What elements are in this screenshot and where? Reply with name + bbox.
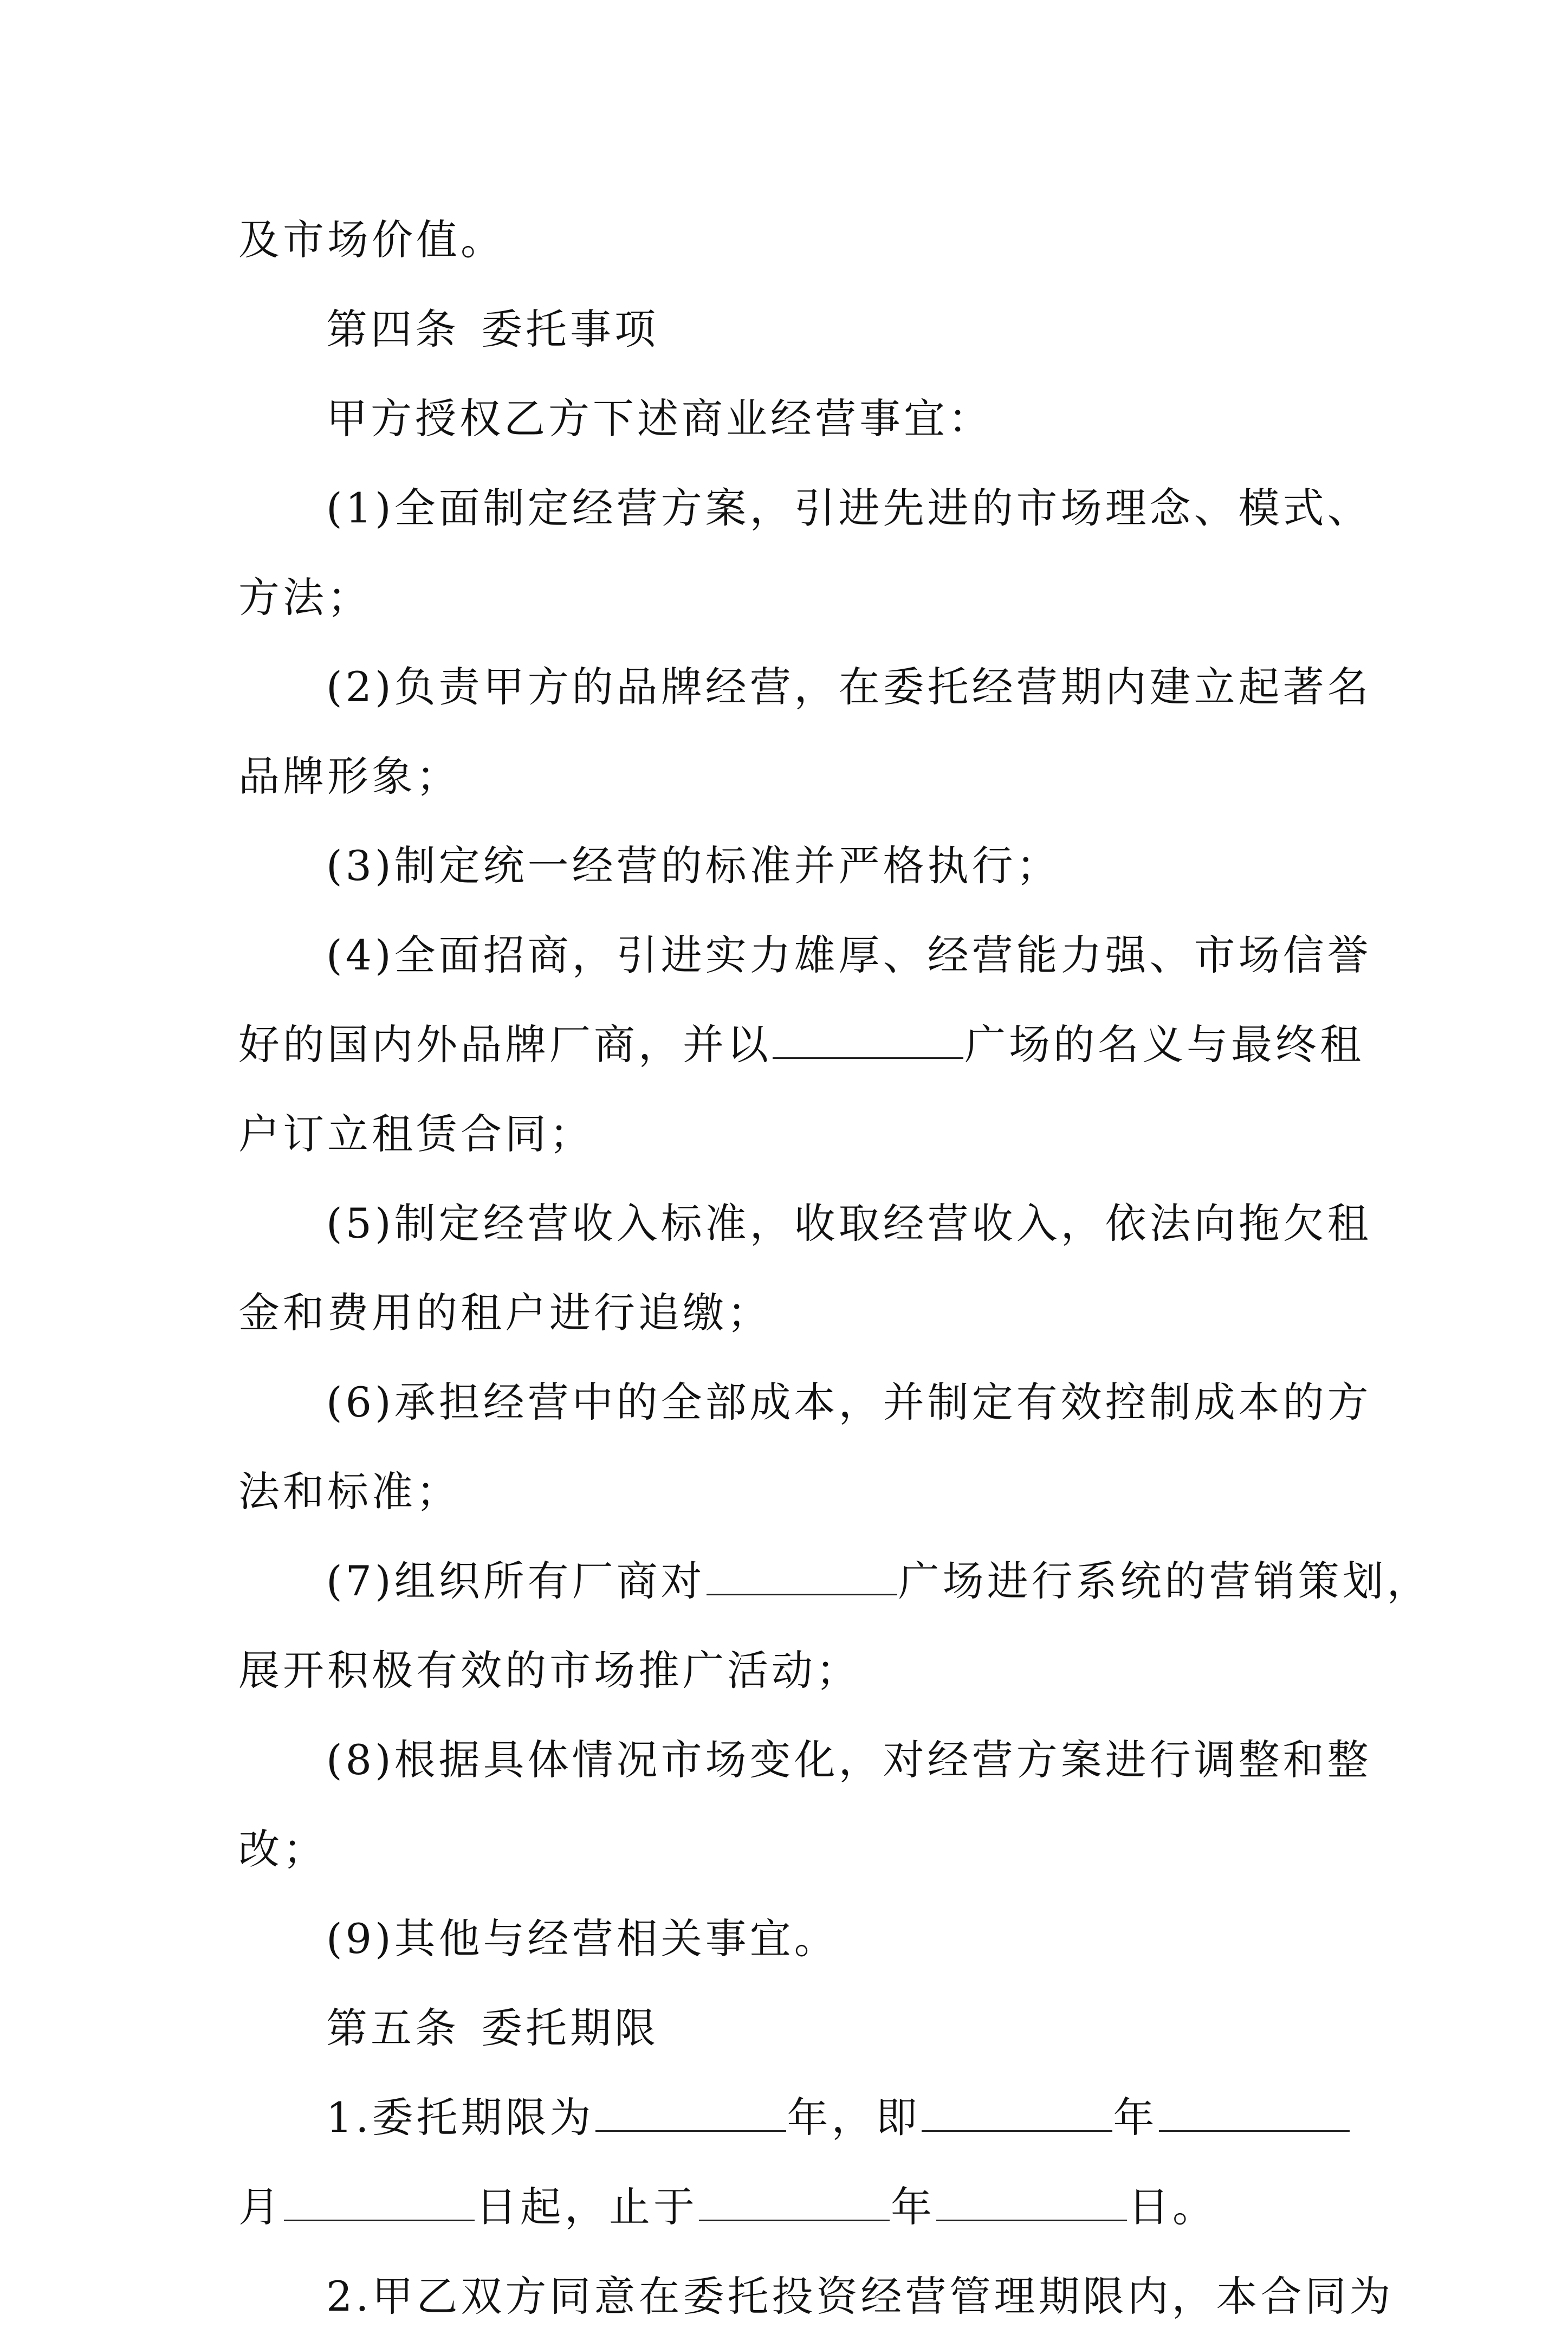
continuation-line: [238, 1000, 1364, 1089]
blank-field[interactable]: [922, 2130, 1112, 2132]
text-segment: 好的国内外品牌厂商，并以: [238, 1020, 772, 1069]
text-segment: 年: [1113, 2093, 1158, 2142]
continuation-line: [238, 1447, 1333, 1536]
text-segment: (5)制定经营收入标准，收取经营收入，依法向拖欠租: [326, 1199, 1372, 1247]
text-segment: 月: [238, 2183, 283, 2231]
text-segment: (2)负责甲方的品牌经营，在委托经营期内建立起著名: [326, 663, 1372, 711]
continuation-line: [238, 195, 1333, 284]
paragraph-line: [238, 642, 1372, 732]
paragraph-line: [238, 374, 1333, 463]
paragraph-line: [238, 1357, 1372, 1447]
article-number: 第五条: [326, 2004, 459, 2052]
article-number: 第四条: [326, 305, 459, 353]
text-segment: 日。: [1128, 2183, 1217, 2231]
text-segment: 日起，止于: [476, 2183, 698, 2231]
continuation-line: [238, 1268, 1333, 1357]
text-segment: 品牌形象；: [238, 752, 461, 800]
text-segment: (8)根据具体情况市场变化，对经营方案进行调整和整: [326, 1736, 1372, 1784]
paragraph-line: [238, 1715, 1372, 1805]
text-segment: (6)承担经营中的全部成本，并制定有效控制成本的方: [326, 1378, 1372, 1426]
text-segment: 户订立租赁合同；: [238, 1110, 594, 1158]
text-segment: 1.委托期限为: [326, 2093, 594, 2142]
text-segment: 广场进行系统的营销策划，: [898, 1557, 1431, 1605]
continuation-line: [238, 553, 1333, 642]
blank-field[interactable]: [699, 2219, 890, 2221]
text-segment: 改；: [238, 1825, 327, 1873]
text-segment: (3)制定统一经营的标准并严格执行；: [326, 842, 1061, 890]
blank-field[interactable]: [284, 2219, 475, 2221]
text-segment: 方法；: [238, 573, 372, 622]
blank-field[interactable]: [773, 1057, 963, 1059]
text-segment: (4)全面招商，引进实力雄厚、经营能力强、市场信誉: [326, 931, 1372, 979]
paragraph-line: [238, 1894, 1333, 1983]
document-body: [238, 195, 1431, 2341]
continuation-line: [238, 732, 1333, 821]
article-title: 委托事项: [481, 305, 659, 353]
text-segment: 展开积极有效的市场推广活动；: [238, 1646, 860, 1695]
article-heading: [238, 1983, 1333, 2073]
continuation-line: [238, 1805, 1333, 1894]
paragraph-line: [238, 2252, 1394, 2341]
paragraph-line: [238, 910, 1372, 1000]
continuation-line: [238, 1626, 1333, 1715]
text-segment: 金和费用的租户进行追缴；: [238, 1289, 772, 1337]
text-segment: (1)全面制定经营方案，引进先进的市场理念、模式、: [326, 484, 1372, 532]
text-segment: 年，即: [787, 2093, 921, 2142]
paragraph-line: [238, 2073, 1333, 2162]
continuation-line: [238, 2162, 1333, 2252]
blank-field[interactable]: [936, 2219, 1127, 2221]
text-segment: 法和标准；: [238, 1467, 461, 1516]
paragraph-line: [238, 1536, 1431, 1626]
text-segment: 2.甲乙双方同意在委托投资经营管理期限内，本合同为: [326, 2272, 1394, 2320]
article-heading: [238, 284, 1333, 374]
paragraph-line: [238, 821, 1333, 910]
text-segment: 甲方授权乙方下述商业经营事宜：: [326, 395, 993, 443]
paragraph-line: [238, 1179, 1372, 1268]
text-segment: (7)组织所有厂商对: [326, 1557, 705, 1605]
blank-field[interactable]: [707, 1593, 897, 1595]
text-segment: 年: [891, 2183, 935, 2231]
continuation-line: [238, 1089, 1333, 1179]
text-segment: (9)其他与经营相关事宜。: [326, 1915, 839, 1963]
text-segment: 及市场价值。: [238, 216, 505, 264]
article-title: 委托期限: [481, 2004, 659, 2052]
blank-field[interactable]: [595, 2130, 786, 2132]
blank-field[interactable]: [1159, 2130, 1350, 2132]
text-segment: 广场的名义与最终租: [964, 1020, 1364, 1069]
paragraph-line: [238, 463, 1372, 553]
